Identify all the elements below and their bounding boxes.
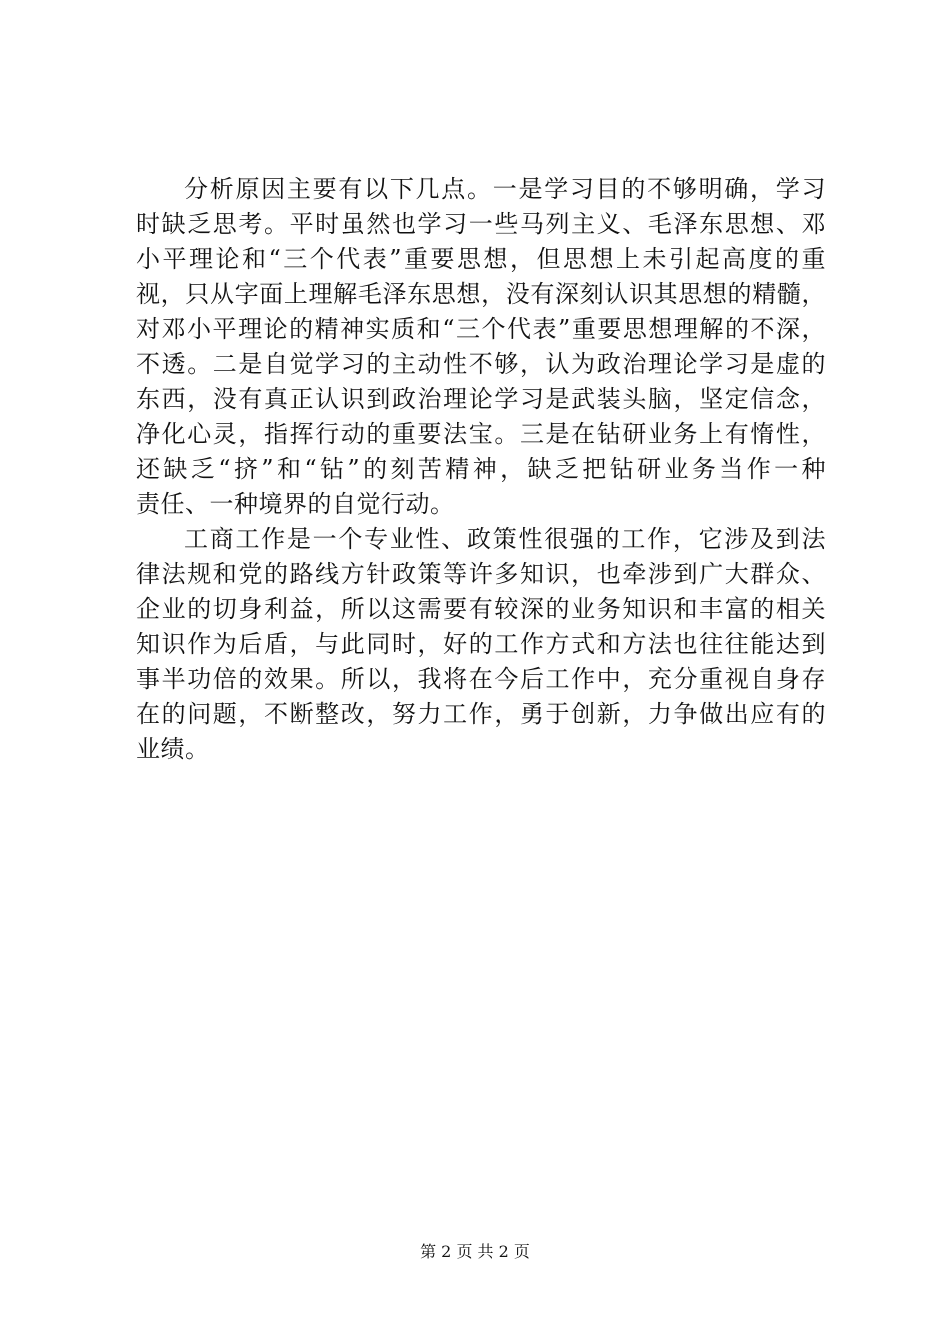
paragraph-line: 在的问题，不断整改，努力工作，勇于创新，力争做出应有的 (136, 700, 826, 728)
paragraph-line: 对邓小平理论的精神实质和“三个代表”重要思想理解的不深， (136, 315, 826, 343)
paragraph-line: 分析原因主要有以下几点。一是学习目的不够明确，学习 (184, 175, 826, 203)
paragraph-line: 责任、一种境界的自觉行动。 (136, 490, 455, 518)
paragraph-line: 东西，没有真正认识到政治理论学习是武装头脑，坚定信念， (136, 385, 826, 413)
paragraph-line: 不透。二是自觉学习的主动性不够，认为政治理论学习是虚的 (136, 350, 826, 378)
paragraph-line: 小平理论和“三个代表”重要思想，但思想上未引起高度的重 (136, 245, 826, 273)
paragraph-line: 律法规和党的路线方针政策等许多知识，也牵涉到广大群众、 (136, 560, 826, 588)
paragraph-line: 还缺乏“挤”和“钻”的刻苦精神，缺乏把钻研业务当作一种 (136, 455, 826, 483)
document-body (136, 172, 826, 767)
paragraph-line: 业绩。 (136, 735, 210, 763)
paragraph-line: 视，只从字面上理解毛泽东思想，没有深刻认识其思想的精髓， (136, 280, 826, 308)
paragraph-line: 时缺乏思考。平时虽然也学习一些马列主义、毛泽东思想、邓 (136, 210, 826, 238)
paragraph-line: 净化心灵，指挥行动的重要法宝。三是在钻研业务上有惰性， (136, 420, 826, 448)
paragraph-line: 工商工作是一个专业性、政策性很强的工作，它涉及到法 (184, 525, 826, 553)
paragraph-1 (136, 172, 826, 522)
paragraph-line: 企业的切身利益，所以这需要有较深的业务知识和丰富的相关 (136, 595, 826, 623)
page-number-footer: 第 2 页 共 2 页 (420, 1242, 530, 1261)
paragraph-line: 知识作为后盾，与此同时，好的工作方式和方法也往往能达到 (136, 630, 826, 658)
paragraph-line: 事半功倍的效果。所以，我将在今后工作中，充分重视自身存 (136, 665, 826, 693)
paragraph-2 (136, 522, 826, 767)
